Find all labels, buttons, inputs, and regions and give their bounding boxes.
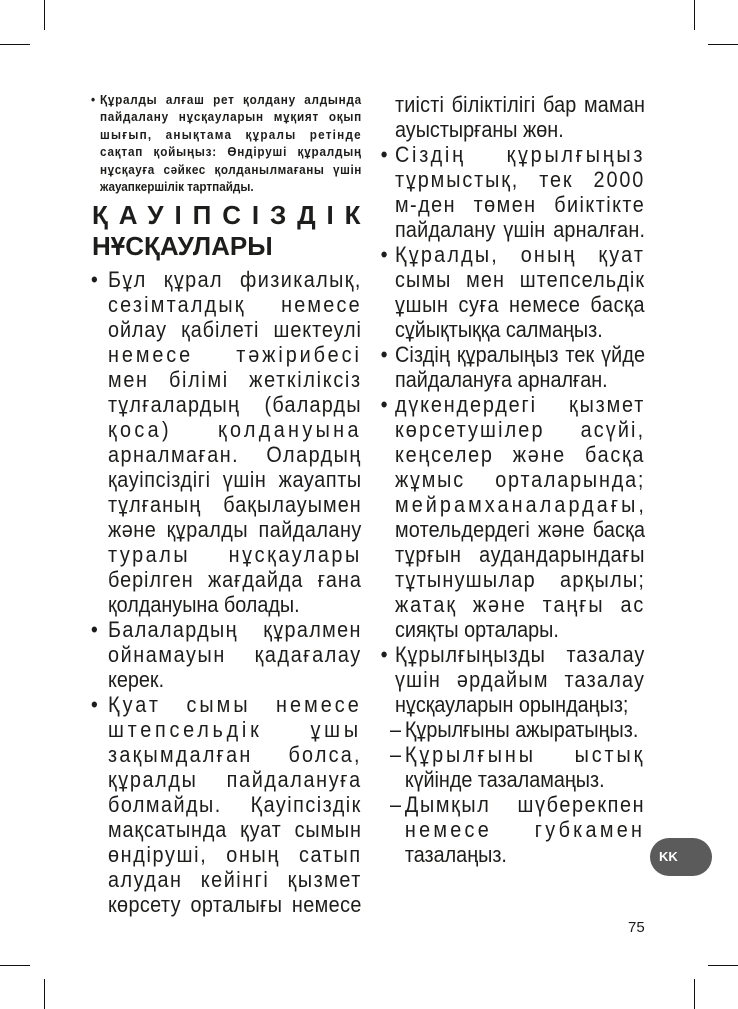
text-line: сияқты орталары. (395, 617, 559, 642)
text-line: Бұл құрал физикалық, (108, 267, 362, 292)
text-line: м-ден төмен биіктікте (395, 192, 646, 217)
text-line: тазалаңыз. (404, 842, 507, 867)
crop-mark (708, 44, 738, 45)
language-tab (650, 838, 712, 876)
crop-mark (708, 965, 738, 966)
list-item (380, 142, 646, 242)
text-line: мейрамханалардағы, (395, 492, 648, 517)
dash-marker: – (390, 717, 402, 742)
intro-line: пайдалану нұсқауларын мұқият оқып (100, 109, 362, 125)
list-item (380, 392, 648, 642)
heading-line: НҰСҚАУЛАРЫ (92, 231, 273, 261)
text-line: Сіздің құралыңыз тек үйде (395, 342, 646, 367)
text-line: Құрылғыны ажыратыңыз. (404, 717, 639, 742)
text-line: өндіруші, оның сатып (108, 842, 362, 867)
text-line: сұйықтыққа салмаңыз. (395, 317, 603, 342)
intro-line: нұсқауға сәйкес қолданылмағаны үшін (100, 161, 362, 177)
page-number: 75 (628, 919, 645, 936)
dash-marker: – (390, 792, 402, 817)
crop-mark (0, 965, 30, 966)
left-column (90, 267, 362, 917)
text-line: штепсельдік ұшы (108, 717, 362, 742)
text-line: мен білімі жеткіліксіз (108, 367, 362, 392)
text-line: Балалардың құралмен (108, 617, 362, 642)
text-line: тұрғын аудандарындағы (395, 542, 646, 567)
text-line: тұлғаның бақылауымен (108, 492, 362, 517)
bullet-marker: • (90, 267, 98, 292)
text-line: мақсатында қуат сымын (108, 817, 362, 842)
text-line: ойнамауын қадағалау (108, 642, 362, 667)
text-line: және құралды пайдалану (108, 517, 362, 542)
text-line: сымы мен штепсельдік (395, 267, 646, 292)
text-line: алудан кейінгі қызмет (108, 867, 362, 892)
text-line: пайдалануға арналған. (395, 367, 608, 392)
crop-mark (44, 979, 45, 1009)
text-line: көрсету орталығы немесе (108, 892, 362, 917)
intro-line: Құралды алғаш рет қолдану алдында (100, 92, 362, 107)
text-line: арналмаған. Олардың (108, 442, 362, 467)
text-line: тұтынушылар арқылы; (395, 567, 646, 592)
intro-line: шығып, анықтама құралы ретінде (100, 126, 362, 142)
text-line: кеңселер және басқа (395, 442, 646, 467)
text-line: қауіпсіздігі үшін жауапты (108, 467, 362, 492)
list-item (380, 242, 646, 342)
bullet-marker: • (380, 642, 388, 667)
text-line: тиісті біліктілігі бар маман (395, 92, 646, 117)
crop-mark (0, 44, 30, 45)
sub-list-item (390, 717, 645, 742)
text-line: Құралды, оның қуат (395, 242, 646, 267)
text-line: мотельдердегі және басқа (395, 517, 646, 542)
text-line: ұшын суға немесе басқа (395, 292, 646, 317)
sub-list-item (390, 742, 646, 792)
list-item (90, 692, 362, 917)
text-line: немесе тәжірибесі (108, 342, 362, 367)
language-tab-label: KK (659, 849, 678, 864)
intro-line: сақтап қойыңыз: Өндіруші құралдың (100, 144, 362, 160)
text-line: Құрылғыңызды тазалау (395, 642, 646, 667)
list-item (380, 642, 646, 717)
bullet-marker: • (380, 142, 388, 167)
crop-mark (44, 0, 45, 30)
heading-line: ҚАУІПСІЗДІК (92, 200, 372, 230)
text-line: қолдануына болады. (108, 592, 300, 617)
right-column (380, 92, 648, 867)
text-line: үшін әрдайым тазалау (395, 667, 646, 692)
text-line: туралы нұсқаулары (108, 542, 362, 567)
text-line: нұсқауларын орындаңыз; (395, 692, 629, 717)
text-line: немесе губкамен (404, 817, 646, 842)
text-line: ойлау қабілеті шектеулі (108, 317, 362, 342)
list-item (380, 342, 646, 392)
text-line: жұмыс орталарында; (395, 467, 646, 492)
text-line: дүкендердегі қызмет (395, 392, 646, 417)
bullet-marker: • (90, 692, 98, 717)
section-heading (92, 200, 372, 262)
bullet-marker: • (380, 392, 388, 417)
text-line: көрсетушілер асүйі, (395, 417, 646, 442)
text-line: тұрмыстық, тек 2000 (395, 167, 646, 192)
bullet-marker: • (380, 242, 388, 267)
text-line: берілген жағдайда ғана (108, 567, 362, 592)
bullet-marker: • (380, 342, 388, 367)
crop-mark (694, 0, 695, 30)
text-line: жатақ және таңғы ас (395, 592, 646, 617)
bullet-marker: • (91, 92, 96, 107)
text-line: Құрылғыны ыстық (404, 742, 646, 767)
text-line: қоса) қолдануына (108, 417, 362, 442)
intro-line: жауапкершілік тартпайды. (100, 178, 254, 194)
text-line: тұлғалардың (баларды (108, 392, 362, 417)
text-line: болмайды. Қауіпсіздік (108, 792, 362, 817)
text-line: құралды пайдалануға (108, 767, 362, 792)
text-line: зақымдалған болса, (108, 742, 362, 767)
intro-note (91, 91, 362, 195)
dash-marker: – (390, 742, 402, 767)
text-line: күйінде тазаламаңыз. (404, 767, 605, 792)
continued-text (395, 92, 645, 142)
text-line: Қуат сымы немесе (108, 692, 362, 717)
list-item (90, 267, 362, 617)
text-line: пайдалану үшін арналған. (395, 217, 646, 242)
list-item (90, 617, 362, 692)
text-line: керек. (108, 667, 165, 692)
text-line: сезімталдық немесе (108, 292, 362, 317)
text-line: Дымқыл шүберекпен (404, 792, 646, 817)
sub-list-item (390, 792, 646, 867)
bullet-marker: • (90, 617, 98, 642)
crop-mark (694, 979, 695, 1009)
text-line: ауыстырғаны жөн. (395, 117, 564, 142)
text-line: Сіздің құрылғыңыз (395, 142, 646, 167)
